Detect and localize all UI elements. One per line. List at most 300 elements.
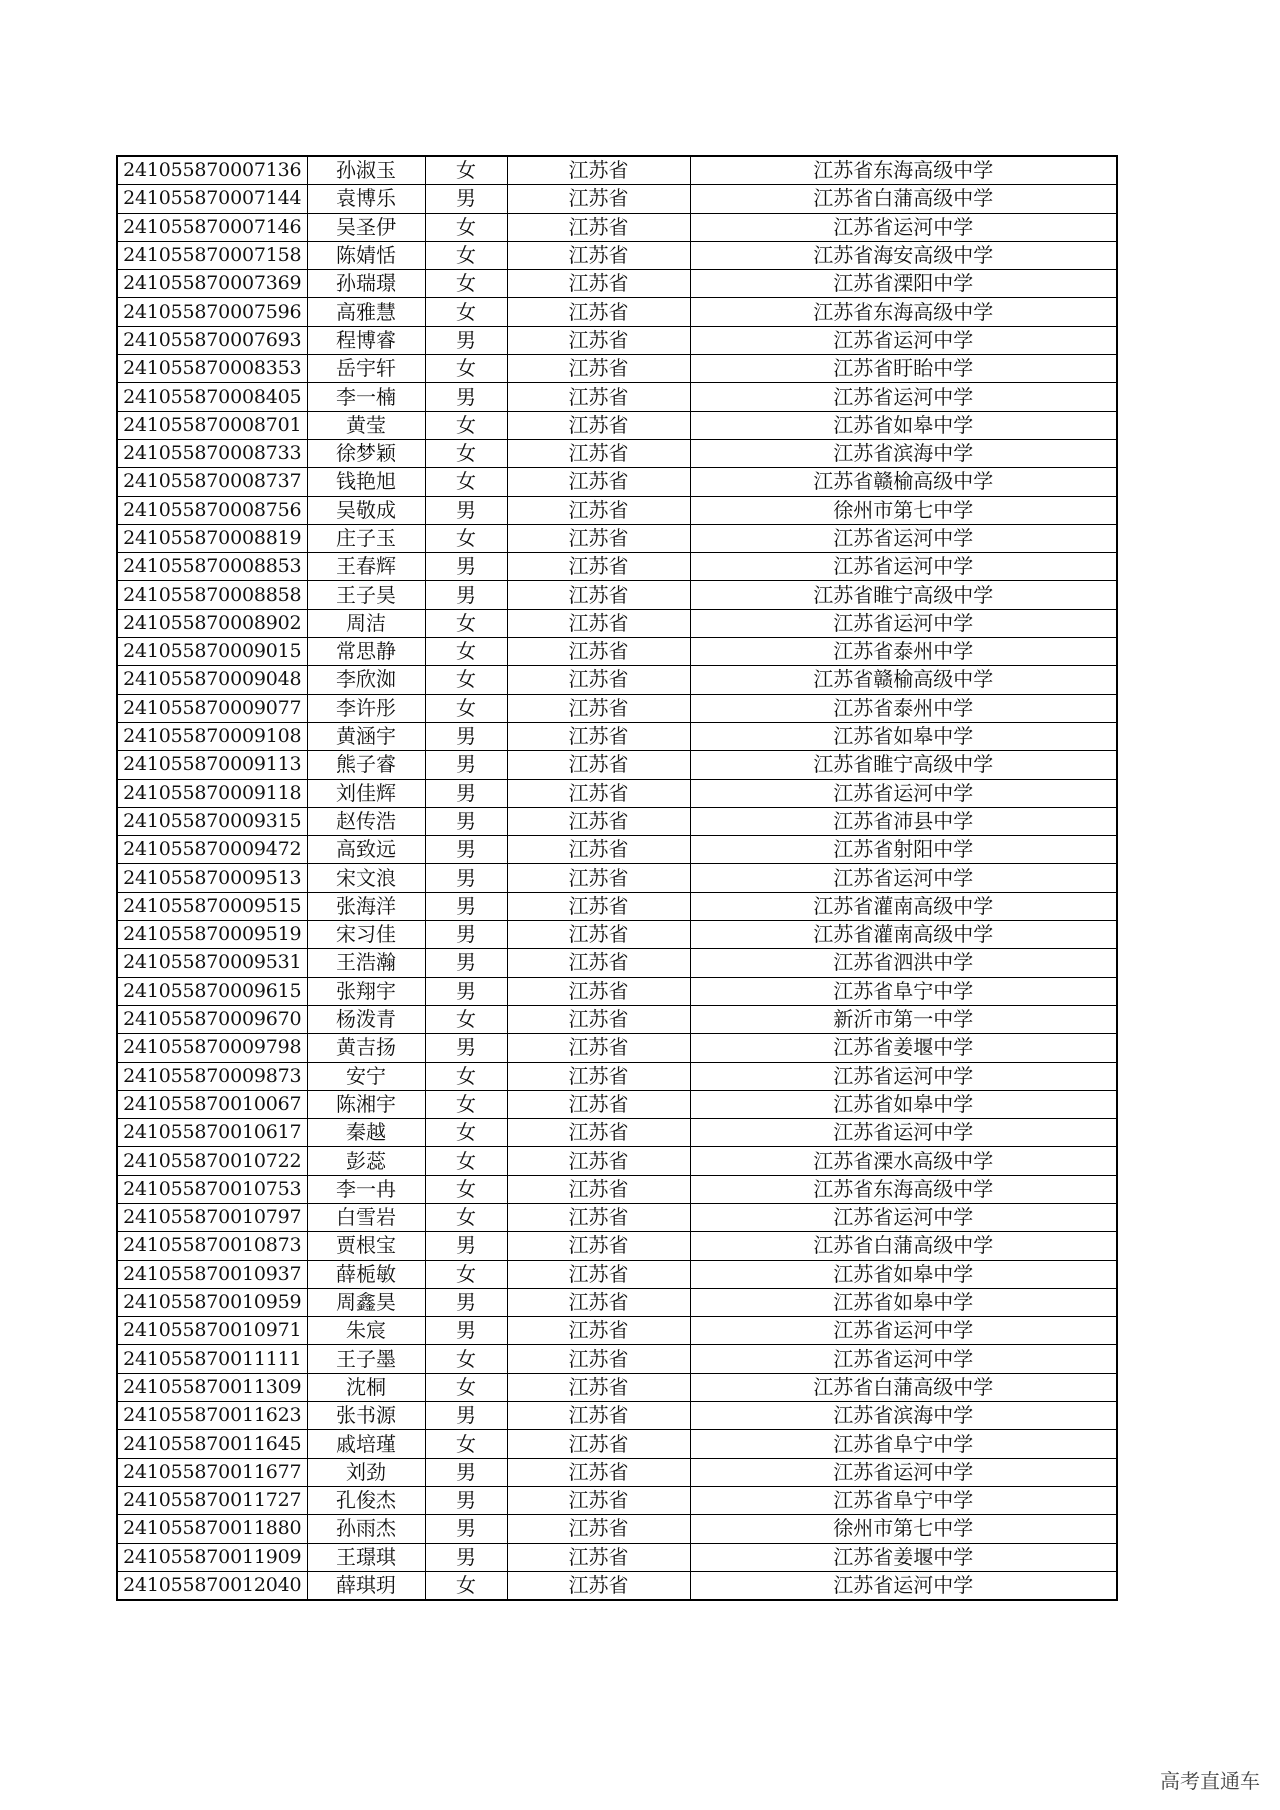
province-cell: 江苏省 (507, 892, 690, 920)
table-row (117, 1430, 1117, 1458)
id-cell: 241055870010873 (117, 1232, 307, 1260)
gender-cell: 女 (425, 524, 507, 552)
school-cell: 江苏省溧水高级中学 (690, 1147, 1117, 1175)
province-cell: 江苏省 (507, 1119, 690, 1147)
gender-cell: 女 (425, 1260, 507, 1288)
gender-cell: 女 (425, 1147, 507, 1175)
school-cell: 江苏省运河中学 (690, 1571, 1117, 1600)
gender-cell: 女 (425, 1119, 507, 1147)
table-row (117, 185, 1117, 213)
name-cell: 高致远 (307, 836, 425, 864)
gender-cell: 男 (425, 185, 507, 213)
table-row (117, 1317, 1117, 1345)
id-cell: 241055870007136 (117, 156, 307, 185)
gender-cell: 男 (425, 1317, 507, 1345)
name-cell: 李欣洳 (307, 666, 425, 694)
gender-cell: 男 (425, 1486, 507, 1514)
roster-table (116, 155, 1118, 1601)
province-cell: 江苏省 (507, 496, 690, 524)
gender-cell: 女 (425, 1203, 507, 1231)
name-cell: 安宁 (307, 1062, 425, 1090)
table-row (117, 553, 1117, 581)
province-cell: 江苏省 (507, 977, 690, 1005)
school-cell: 江苏省阜宁中学 (690, 1486, 1117, 1514)
province-cell: 江苏省 (507, 722, 690, 750)
name-cell: 彭蕊 (307, 1147, 425, 1175)
school-cell: 江苏省运河中学 (690, 326, 1117, 354)
school-cell: 江苏省如皋中学 (690, 411, 1117, 439)
school-cell: 江苏省盱眙中学 (690, 355, 1117, 383)
gender-cell: 男 (425, 1515, 507, 1543)
id-cell: 241055870010617 (117, 1119, 307, 1147)
name-cell: 孙瑞璟 (307, 270, 425, 298)
gender-cell: 女 (425, 270, 507, 298)
school-cell: 江苏省东海高级中学 (690, 1175, 1117, 1203)
province-cell: 江苏省 (507, 1486, 690, 1514)
id-cell: 241055870010753 (117, 1175, 307, 1203)
province-cell: 江苏省 (507, 553, 690, 581)
name-cell: 吴圣伊 (307, 213, 425, 241)
name-cell: 赵传浩 (307, 807, 425, 835)
table-row (117, 892, 1117, 920)
id-cell: 241055870011111 (117, 1345, 307, 1373)
province-cell: 江苏省 (507, 411, 690, 439)
name-cell: 李一楠 (307, 383, 425, 411)
id-cell: 241055870009077 (117, 694, 307, 722)
name-cell: 周洁 (307, 609, 425, 637)
school-cell: 江苏省姜堰中学 (690, 1543, 1117, 1571)
province-cell: 江苏省 (507, 1345, 690, 1373)
province-cell: 江苏省 (507, 609, 690, 637)
province-cell: 江苏省 (507, 439, 690, 467)
province-cell: 江苏省 (507, 1317, 690, 1345)
id-cell: 241055870011677 (117, 1458, 307, 1486)
id-cell: 241055870008853 (117, 553, 307, 581)
table-row (117, 326, 1117, 354)
table-row (117, 439, 1117, 467)
gender-cell: 女 (425, 1062, 507, 1090)
province-cell: 江苏省 (507, 213, 690, 241)
id-cell: 241055870008858 (117, 581, 307, 609)
table-row (117, 751, 1117, 779)
gender-cell: 男 (425, 553, 507, 581)
gender-cell: 男 (425, 949, 507, 977)
id-cell: 241055870007146 (117, 213, 307, 241)
gender-cell: 男 (425, 326, 507, 354)
gender-cell: 女 (425, 1005, 507, 1033)
province-cell: 江苏省 (507, 156, 690, 185)
school-cell: 江苏省如皋中学 (690, 722, 1117, 750)
school-cell: 江苏省阜宁中学 (690, 1430, 1117, 1458)
table-row (117, 298, 1117, 326)
school-cell: 江苏省运河中学 (690, 1203, 1117, 1231)
name-cell: 薛琪玥 (307, 1571, 425, 1600)
id-cell: 241055870011623 (117, 1402, 307, 1430)
province-cell: 江苏省 (507, 241, 690, 269)
school-cell: 江苏省运河中学 (690, 524, 1117, 552)
id-cell: 241055870010971 (117, 1317, 307, 1345)
table-row (117, 1288, 1117, 1316)
name-cell: 陈婧恬 (307, 241, 425, 269)
gender-cell: 男 (425, 722, 507, 750)
name-cell: 王春辉 (307, 553, 425, 581)
table-row (117, 666, 1117, 694)
school-cell: 江苏省赣榆高级中学 (690, 666, 1117, 694)
id-cell: 241055870008405 (117, 383, 307, 411)
school-cell: 江苏省如皋中学 (690, 1260, 1117, 1288)
gender-cell: 男 (425, 496, 507, 524)
gender-cell: 男 (425, 383, 507, 411)
gender-cell: 男 (425, 977, 507, 1005)
province-cell: 江苏省 (507, 779, 690, 807)
id-cell: 241055870008756 (117, 496, 307, 524)
table-row (117, 1232, 1117, 1260)
gender-cell: 女 (425, 694, 507, 722)
gender-cell: 男 (425, 864, 507, 892)
name-cell: 刘佳辉 (307, 779, 425, 807)
id-cell: 241055870011909 (117, 1543, 307, 1571)
name-cell: 朱宸 (307, 1317, 425, 1345)
province-cell: 江苏省 (507, 1402, 690, 1430)
table-row (117, 524, 1117, 552)
gender-cell: 男 (425, 1543, 507, 1571)
id-cell: 241055870011309 (117, 1373, 307, 1401)
gender-cell: 女 (425, 298, 507, 326)
province-cell: 江苏省 (507, 355, 690, 383)
gender-cell: 男 (425, 581, 507, 609)
province-cell: 江苏省 (507, 581, 690, 609)
table-row (117, 1005, 1117, 1033)
province-cell: 江苏省 (507, 694, 690, 722)
province-cell: 江苏省 (507, 1373, 690, 1401)
id-cell: 241055870009515 (117, 892, 307, 920)
province-cell: 江苏省 (507, 638, 690, 666)
table-row (117, 609, 1117, 637)
table-row (117, 694, 1117, 722)
id-cell: 241055870011880 (117, 1515, 307, 1543)
id-cell: 241055870008737 (117, 468, 307, 496)
name-cell: 张海洋 (307, 892, 425, 920)
gender-cell: 女 (425, 439, 507, 467)
name-cell: 王子昊 (307, 581, 425, 609)
province-cell: 江苏省 (507, 1203, 690, 1231)
school-cell: 江苏省睢宁高级中学 (690, 581, 1117, 609)
name-cell: 张翔宇 (307, 977, 425, 1005)
gender-cell: 男 (425, 751, 507, 779)
gender-cell: 女 (425, 468, 507, 496)
school-cell: 江苏省运河中学 (690, 1317, 1117, 1345)
province-cell: 江苏省 (507, 1571, 690, 1600)
name-cell: 刘劲 (307, 1458, 425, 1486)
gender-cell: 女 (425, 1175, 507, 1203)
name-cell: 周鑫昊 (307, 1288, 425, 1316)
province-cell: 江苏省 (507, 807, 690, 835)
province-cell: 江苏省 (507, 1260, 690, 1288)
id-cell: 241055870010937 (117, 1260, 307, 1288)
name-cell: 高雅慧 (307, 298, 425, 326)
school-cell: 江苏省姜堰中学 (690, 1034, 1117, 1062)
name-cell: 孔俊杰 (307, 1486, 425, 1514)
id-cell: 241055870007693 (117, 326, 307, 354)
id-cell: 241055870007596 (117, 298, 307, 326)
id-cell: 241055870008819 (117, 524, 307, 552)
name-cell: 秦越 (307, 1119, 425, 1147)
name-cell: 王璟琪 (307, 1543, 425, 1571)
school-cell: 江苏省白蒲高级中学 (690, 185, 1117, 213)
id-cell: 241055870010797 (117, 1203, 307, 1231)
id-cell: 241055870009015 (117, 638, 307, 666)
province-cell: 江苏省 (507, 1034, 690, 1062)
gender-cell: 女 (425, 241, 507, 269)
province-cell: 江苏省 (507, 524, 690, 552)
table-row (117, 1486, 1117, 1514)
province-cell: 江苏省 (507, 1147, 690, 1175)
province-cell: 江苏省 (507, 1005, 690, 1033)
table-row (117, 779, 1117, 807)
gender-cell: 男 (425, 836, 507, 864)
name-cell: 沈桐 (307, 1373, 425, 1401)
school-cell: 江苏省运河中学 (690, 779, 1117, 807)
school-cell: 江苏省运河中学 (690, 553, 1117, 581)
id-cell: 241055870010067 (117, 1090, 307, 1118)
table-row (117, 496, 1117, 524)
table-row (117, 1373, 1117, 1401)
school-cell: 江苏省灌南高级中学 (690, 892, 1117, 920)
school-cell: 江苏省海安高级中学 (690, 241, 1117, 269)
province-cell: 江苏省 (507, 921, 690, 949)
id-cell: 241055870009315 (117, 807, 307, 835)
name-cell: 王子墨 (307, 1345, 425, 1373)
name-cell: 宋习佳 (307, 921, 425, 949)
gender-cell: 男 (425, 1402, 507, 1430)
school-cell: 江苏省白蒲高级中学 (690, 1373, 1117, 1401)
table-row (117, 468, 1117, 496)
table-row (117, 864, 1117, 892)
table-row (117, 411, 1117, 439)
gender-cell: 男 (425, 1232, 507, 1260)
province-cell: 江苏省 (507, 185, 690, 213)
id-cell: 241055870007144 (117, 185, 307, 213)
table-row (117, 1062, 1117, 1090)
id-cell: 241055870007158 (117, 241, 307, 269)
province-cell: 江苏省 (507, 836, 690, 864)
id-cell: 241055870009798 (117, 1034, 307, 1062)
province-cell: 江苏省 (507, 949, 690, 977)
school-cell: 新沂市第一中学 (690, 1005, 1117, 1033)
id-cell: 241055870009108 (117, 722, 307, 750)
name-cell: 钱艳旭 (307, 468, 425, 496)
province-cell: 江苏省 (507, 1543, 690, 1571)
gender-cell: 男 (425, 921, 507, 949)
province-cell: 江苏省 (507, 666, 690, 694)
name-cell: 吴敬成 (307, 496, 425, 524)
id-cell: 241055870009048 (117, 666, 307, 694)
table-row (117, 1260, 1117, 1288)
school-cell: 江苏省运河中学 (690, 213, 1117, 241)
province-cell: 江苏省 (507, 751, 690, 779)
id-cell: 241055870009873 (117, 1062, 307, 1090)
gender-cell: 女 (425, 1571, 507, 1600)
id-cell: 241055870009670 (117, 1005, 307, 1033)
school-cell: 徐州市第七中学 (690, 496, 1117, 524)
school-cell: 江苏省滨海中学 (690, 1402, 1117, 1430)
table-row (117, 921, 1117, 949)
province-cell: 江苏省 (507, 864, 690, 892)
name-cell: 孙淑玉 (307, 156, 425, 185)
school-cell: 江苏省白蒲高级中学 (690, 1232, 1117, 1260)
id-cell: 241055870009113 (117, 751, 307, 779)
watermark-text: 高考直通车 (1160, 1769, 1260, 1793)
school-cell: 江苏省运河中学 (690, 383, 1117, 411)
name-cell: 宋文浪 (307, 864, 425, 892)
school-cell: 江苏省灌南高级中学 (690, 921, 1117, 949)
id-cell: 241055870009519 (117, 921, 307, 949)
id-cell: 241055870009118 (117, 779, 307, 807)
province-cell: 江苏省 (507, 1458, 690, 1486)
school-cell: 江苏省运河中学 (690, 1062, 1117, 1090)
gender-cell: 女 (425, 355, 507, 383)
table-row (117, 1119, 1117, 1147)
name-cell: 戚培瑾 (307, 1430, 425, 1458)
school-cell: 江苏省沛县中学 (690, 807, 1117, 835)
school-cell: 江苏省运河中学 (690, 1458, 1117, 1486)
school-cell: 江苏省如皋中学 (690, 1288, 1117, 1316)
name-cell: 袁博乐 (307, 185, 425, 213)
id-cell: 241055870009531 (117, 949, 307, 977)
id-cell: 241055870010959 (117, 1288, 307, 1316)
name-cell: 李许彤 (307, 694, 425, 722)
name-cell: 黄涵宇 (307, 722, 425, 750)
table-row (117, 836, 1117, 864)
gender-cell: 女 (425, 213, 507, 241)
gender-cell: 女 (425, 1345, 507, 1373)
school-cell: 江苏省射阳中学 (690, 836, 1117, 864)
name-cell: 孙雨杰 (307, 1515, 425, 1543)
gender-cell: 女 (425, 156, 507, 185)
id-cell: 241055870008902 (117, 609, 307, 637)
id-cell: 241055870009513 (117, 864, 307, 892)
name-cell: 贾根宝 (307, 1232, 425, 1260)
id-cell: 241055870008353 (117, 355, 307, 383)
province-cell: 江苏省 (507, 1430, 690, 1458)
id-cell: 241055870010722 (117, 1147, 307, 1175)
name-cell: 王浩瀚 (307, 949, 425, 977)
table-row (117, 1175, 1117, 1203)
province-cell: 江苏省 (507, 468, 690, 496)
gender-cell: 女 (425, 411, 507, 439)
table-row (117, 355, 1117, 383)
school-cell: 江苏省运河中学 (690, 864, 1117, 892)
table-row (117, 213, 1117, 241)
province-cell: 江苏省 (507, 1175, 690, 1203)
table-row (117, 1458, 1117, 1486)
school-cell: 江苏省运河中学 (690, 1119, 1117, 1147)
id-cell: 241055870008701 (117, 411, 307, 439)
name-cell: 熊子睿 (307, 751, 425, 779)
table-row (117, 977, 1117, 1005)
id-cell: 241055870009472 (117, 836, 307, 864)
table-row (117, 1515, 1117, 1543)
table-row (117, 638, 1117, 666)
province-cell: 江苏省 (507, 1515, 690, 1543)
name-cell: 黄吉扬 (307, 1034, 425, 1062)
school-cell: 江苏省泰州中学 (690, 638, 1117, 666)
id-cell: 241055870011645 (117, 1430, 307, 1458)
table-row (117, 1203, 1117, 1231)
table-row (117, 1345, 1117, 1373)
province-cell: 江苏省 (507, 383, 690, 411)
gender-cell: 女 (425, 666, 507, 694)
gender-cell: 男 (425, 892, 507, 920)
province-cell: 江苏省 (507, 1232, 690, 1260)
school-cell: 江苏省泰州中学 (690, 694, 1117, 722)
school-cell: 江苏省阜宁中学 (690, 977, 1117, 1005)
school-cell: 徐州市第七中学 (690, 1515, 1117, 1543)
school-cell: 江苏省运河中学 (690, 609, 1117, 637)
gender-cell: 男 (425, 1288, 507, 1316)
gender-cell: 女 (425, 1430, 507, 1458)
table-row (117, 156, 1117, 185)
table-row (117, 581, 1117, 609)
table-row (117, 270, 1117, 298)
gender-cell: 女 (425, 1090, 507, 1118)
province-cell: 江苏省 (507, 1090, 690, 1118)
table-row (117, 1147, 1117, 1175)
gender-cell: 男 (425, 1458, 507, 1486)
table-row (117, 1543, 1117, 1571)
name-cell: 程博睿 (307, 326, 425, 354)
name-cell: 薛栀敏 (307, 1260, 425, 1288)
table-row (117, 241, 1117, 269)
name-cell: 黄莹 (307, 411, 425, 439)
table-row (117, 1034, 1117, 1062)
table-row (117, 1090, 1117, 1118)
name-cell: 常思静 (307, 638, 425, 666)
school-cell: 江苏省东海高级中学 (690, 298, 1117, 326)
province-cell: 江苏省 (507, 326, 690, 354)
id-cell: 241055870011727 (117, 1486, 307, 1514)
school-cell: 江苏省睢宁高级中学 (690, 751, 1117, 779)
school-cell: 江苏省溧阳中学 (690, 270, 1117, 298)
name-cell: 杨泼青 (307, 1005, 425, 1033)
name-cell: 陈湘宇 (307, 1090, 425, 1118)
table-row (117, 383, 1117, 411)
province-cell: 江苏省 (507, 1062, 690, 1090)
name-cell: 庄子玉 (307, 524, 425, 552)
school-cell: 江苏省赣榆高级中学 (690, 468, 1117, 496)
name-cell: 张书源 (307, 1402, 425, 1430)
table-row (117, 807, 1117, 835)
gender-cell: 男 (425, 779, 507, 807)
gender-cell: 男 (425, 1034, 507, 1062)
gender-cell: 女 (425, 1373, 507, 1401)
id-cell: 241055870012040 (117, 1571, 307, 1600)
school-cell: 江苏省东海高级中学 (690, 156, 1117, 185)
province-cell: 江苏省 (507, 298, 690, 326)
school-cell: 江苏省泗洪中学 (690, 949, 1117, 977)
school-cell: 江苏省滨海中学 (690, 439, 1117, 467)
school-cell: 江苏省运河中学 (690, 1345, 1117, 1373)
name-cell: 李一冉 (307, 1175, 425, 1203)
roster-body (117, 156, 1117, 1600)
school-cell: 江苏省如皋中学 (690, 1090, 1117, 1118)
gender-cell: 女 (425, 638, 507, 666)
name-cell: 白雪岩 (307, 1203, 425, 1231)
province-cell: 江苏省 (507, 1288, 690, 1316)
id-cell: 241055870009615 (117, 977, 307, 1005)
id-cell: 241055870007369 (117, 270, 307, 298)
table-row (117, 1402, 1117, 1430)
